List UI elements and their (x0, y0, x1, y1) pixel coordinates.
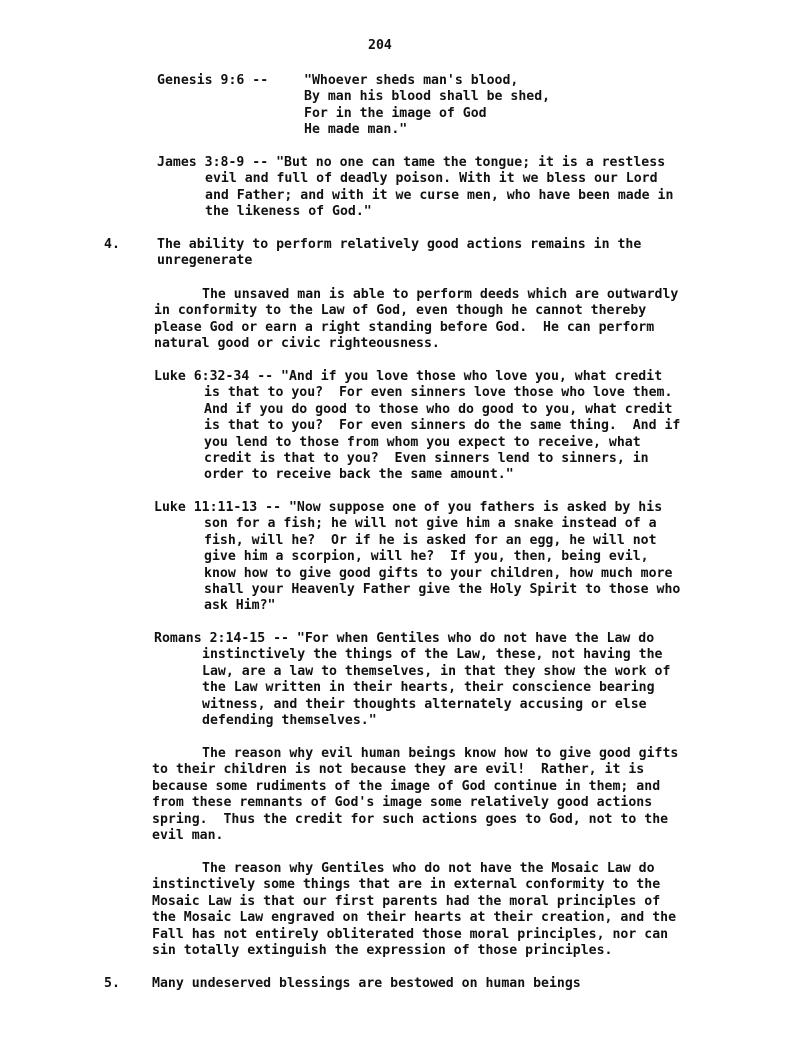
romans-quote (154, 631, 670, 729)
quote-line: Law, are a law to themselves, in that they show the work of (202, 663, 671, 679)
paragraph-line: from these remnants of God's image some relatively good actions (152, 795, 653, 811)
genesis-quote (304, 73, 550, 139)
quote-line: ask Him?" (204, 598, 276, 614)
quote-line: "Whoever sheds man's blood, (304, 73, 519, 88)
quote-line: witness, and their thoughts alternately accusing or else (202, 696, 647, 712)
quote-line: For in the image of God (304, 105, 487, 121)
paragraph-line: the Mosaic Law engraved on their hearts at their creation, and the (152, 910, 677, 926)
quote-line: James 3:8-9 -- "But no one can tame the tongue; it is a restless (157, 155, 666, 170)
quote-line: is that to you? For even sinners do the same thing. And if (204, 418, 681, 434)
quote-line: He made man." (304, 122, 408, 138)
point-5-number: 5. (104, 976, 120, 991)
point-5-heading: Many undeserved blessings are bestowed on human beings (152, 976, 581, 991)
james-quote (157, 155, 673, 221)
quote-line: Romans 2:14-15 -- "For when Gentiles who do not have the Law do (154, 631, 655, 646)
quote-line: order to receive back the same amount." (204, 467, 514, 483)
quote-line: And if you do good to those who do good to you, what credit (204, 401, 673, 417)
paragraph-good-gifts (152, 746, 678, 844)
quote-line: credit is that to you? Even sinners lend to sinners, in (204, 451, 649, 467)
quote-line: give him a scorpion, will he? If you, then, being evil, (204, 549, 649, 565)
quote-line: son for a fish; he will not give him a snake instead of a (204, 516, 657, 532)
paragraph-line: in conformity to the Law of God, even though he cannot thereby (154, 303, 647, 319)
heading-line: The ability to perform relatively good actions remains in the (157, 237, 642, 252)
quote-line: instinctively the things of the Law, these, not having the (202, 647, 663, 663)
quote-line: the Law written in their hearts, their conscience bearing (202, 680, 655, 696)
quote-line: know how to give good gifts to your children, how much more (204, 565, 673, 581)
paragraph-line: sin totally extinguish the expression of those principles. (152, 943, 613, 959)
quote-line: the likeness of God." (205, 204, 372, 220)
heading-line: unregenerate (157, 253, 253, 269)
quote-line: evil and full of deadly poison. With it we bless our Lord (205, 171, 658, 187)
point-4-heading (157, 237, 641, 270)
quote-line: defending themselves." (202, 713, 377, 729)
paragraph-line: evil man. (152, 828, 224, 844)
paragraph-line: instinctively some things that are in external conformity to the (152, 877, 661, 893)
paragraph-line: Fall has not entirely obliterated those moral principles, nor can (152, 926, 669, 942)
quote-line: shall your Heavenly Father give the Holy Spirit to those who (204, 582, 681, 598)
luke-6-quote (154, 369, 680, 484)
paragraph-line: natural good or civic righteousness. (154, 336, 440, 352)
quote-line: Luke 6:32-34 -- "And if you love those who love you, what credit (154, 369, 663, 384)
quote-line: is that to you? For even sinners love those who love them. (204, 385, 673, 401)
point-4-intro (154, 287, 678, 353)
paragraph-line: Mosaic Law is that our first parents had the moral principles of (152, 893, 661, 909)
paragraph-gentiles (152, 861, 676, 959)
quote-line: fish, will he? Or if he is asked for an egg, he will not (204, 532, 657, 548)
paragraph-line: The reason why evil human beings know how to give good gifts (202, 746, 679, 761)
page-number: 204 (368, 38, 392, 53)
paragraph-line: to their children is not because they are evil! Rather, it is (152, 762, 645, 778)
paragraph-line: because some rudiments of the image of God continue in them; and (152, 778, 661, 794)
paragraph-line: The reason why Gentiles who do not have the Mosaic Law do (202, 861, 655, 876)
quote-line: Luke 11:11-13 -- "Now suppose one of you fathers is asked by his (154, 500, 663, 515)
paragraph-line: please God or earn a right standing before God. He can perform (154, 319, 655, 335)
paragraph-line: spring. Thus the credit for such actions goes to God, not to the (152, 811, 669, 827)
quote-line: you lend to those from whom you expect to receive, what (204, 434, 641, 450)
luke-11-quote (154, 500, 680, 615)
genesis-reference: Genesis 9:6 -- (157, 73, 269, 88)
point-4-number: 4. (104, 237, 120, 252)
quote-line: and Father; and with it we curse men, who have been made in (205, 187, 674, 203)
paragraph-line: The unsaved man is able to perform deeds which are outwardly (202, 287, 679, 302)
quote-line: By man his blood shall be shed, (304, 89, 551, 105)
